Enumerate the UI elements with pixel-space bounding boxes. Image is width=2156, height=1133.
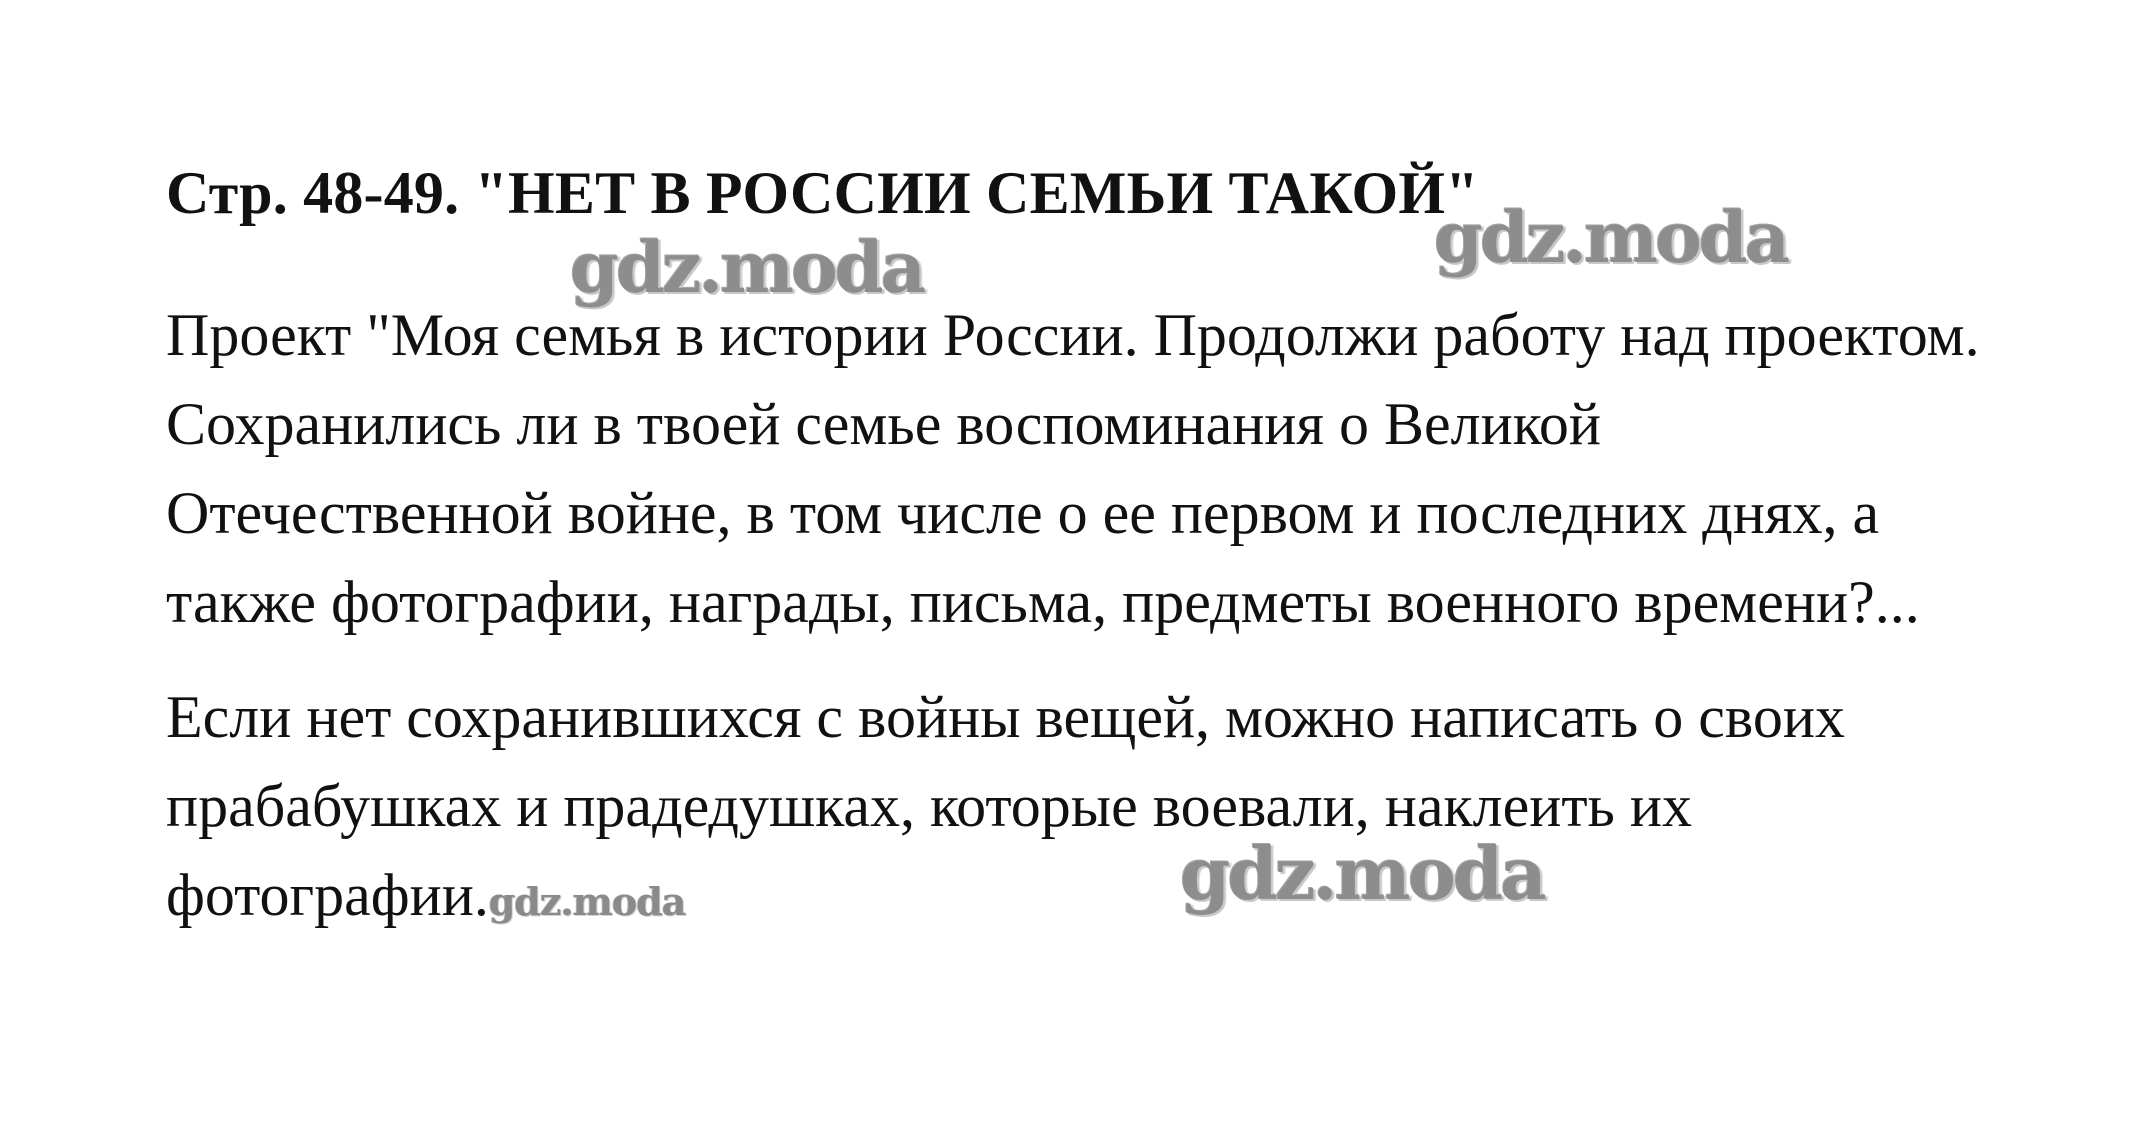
text-line: прабабушках и прадедушках, которые воевали, наклеить их bbox=[166, 773, 1693, 839]
watermark-logo: gdz.moda bbox=[570, 226, 924, 309]
text-line: Отечественной войне, в том числе о ее первом и последних днях, а bbox=[166, 480, 1880, 546]
paragraph-answer bbox=[166, 673, 1845, 940]
text-line-last bbox=[166, 851, 1845, 940]
text-line: также фотографии, награды, письма, предметы военного времени?... bbox=[166, 569, 1920, 635]
page-heading: Стр. 48-49. "НЕТ В РОССИИ СЕМЬИ ТАКОЙ" bbox=[166, 160, 1479, 226]
text-line: Если нет сохранившихся с войны вещей, можно написать о своих bbox=[166, 684, 1845, 750]
watermark-inline: gdz.moda bbox=[488, 879, 686, 924]
text-line: Проект "Моя семья в истории России. Продолжи работу над проектом. bbox=[166, 302, 1980, 368]
watermark-logo: gdz.moda bbox=[1434, 196, 1788, 279]
watermark-logo: gdz.moda bbox=[1180, 831, 1544, 916]
text-line-content: фотографии. bbox=[166, 862, 489, 928]
text-line: Сохранились ли в твоей семье воспоминания о Великой bbox=[166, 391, 1601, 457]
paragraph-task bbox=[166, 291, 1980, 647]
